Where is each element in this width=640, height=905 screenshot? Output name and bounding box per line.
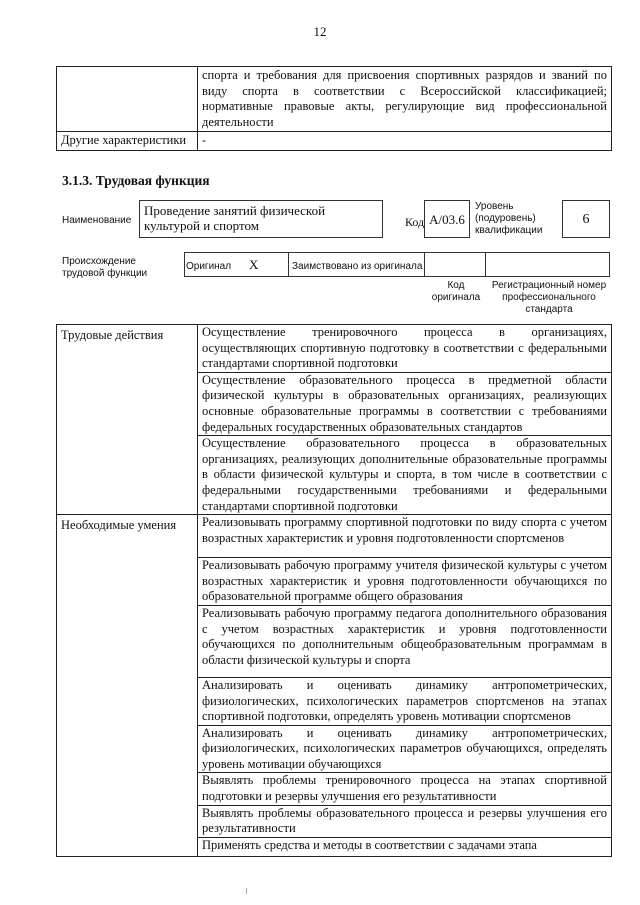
table-cell-text: Применять средства и методы в соответствии с задачами этапа bbox=[198, 837, 612, 856]
table-row bbox=[57, 515, 612, 558]
code-original-cell bbox=[425, 253, 486, 276]
table-cell-text: Анализировать и оценивать динамику антропометрических, физиологических, психологических параметров спортсменов на этапах спортивной подготовки, определять уровень мотивации спортсменов bbox=[198, 677, 612, 725]
section-title: 3.1.3. Трудовая функция bbox=[62, 173, 210, 188]
table-cell-text: Реализовывать рабочую программу учителя физической культуры с учетом возрастных характеристик и уровня подготовленности обучающихся по образовательной программе общего образования bbox=[198, 558, 612, 606]
continuation-table bbox=[56, 66, 612, 151]
code-label: Код bbox=[405, 215, 425, 229]
page-number: 12 bbox=[313, 24, 327, 39]
function-name-box: Проведение занятий физической культурой и спортом bbox=[139, 200, 383, 238]
code-original-label: Код оригинала bbox=[431, 280, 481, 303]
qualification-level-label: Уровень (подуровень) квалификации bbox=[475, 201, 543, 236]
table-cell-text: Выявлять проблемы тренировочного процесса на этапах спортивной подготовки и резервы улучшения его результативности bbox=[198, 773, 612, 805]
table-cell-text: Реализовывать рабочую программу педагога дополнительного образования с учетом возрастных характеристик и уровня подготовленности обучающихся по дополнительным общеобразовательным программам в области физической культуры и спорта bbox=[198, 605, 612, 677]
reg-number-label: Регистрационный номер профессионального стандарта bbox=[491, 280, 607, 315]
table-cell-text: Выявлять проблемы образовательного процесса и резервы улучшения его результативности bbox=[198, 805, 612, 837]
table-cell-text: спорта и требования для присвоения спортивных разрядов и званий по виду спорта в соответствии с Всероссийской классификацией; нормативные правовые акты, регулирующие вид профессиональной деятельности bbox=[198, 67, 612, 132]
qualification-level-box: 6 bbox=[562, 200, 610, 238]
name-label: Наименование bbox=[62, 215, 132, 226]
labor-function-table bbox=[56, 324, 612, 857]
borrowed-label: Заимствовано из оригинала bbox=[292, 261, 423, 272]
table-row bbox=[57, 132, 612, 151]
table-cell-text: Реализовывать программу спортивной подготовки по виду спорта с учетом возрастных характеристик и уровня подготовленности спортсменов bbox=[198, 515, 612, 558]
origin-label: Происхождение трудовой функции bbox=[62, 256, 148, 279]
table-cell-text: Осуществление образовательного процесса в образовательных организациях, реализующих дополнительные образовательные программы в области физической культуры и спорта, в том числе в соответствии с федеральными государственными требованиями и федеральными стандартами спортивной подготовки bbox=[198, 436, 612, 515]
original-label: Оригинал bbox=[186, 261, 232, 272]
function-code-box: A/03.6 bbox=[424, 200, 470, 238]
table-cell-text: Осуществление тренировочного процесса в организациях, осуществляющих спортивную подготовку в соответствии с федеральными стандартами спортивной подготовки bbox=[198, 325, 612, 373]
table-row bbox=[57, 325, 612, 373]
table-cell-empty bbox=[57, 67, 198, 132]
other-characteristics-label: Другие характеристики bbox=[57, 132, 198, 151]
table-cell-text: Анализировать и оценивать динамику антропометрических, физиологических, психологических параметров обучающихся, определять уровень мотивации обучающихся bbox=[198, 725, 612, 773]
original-mark: X bbox=[249, 257, 259, 272]
table-cell-text: Осуществление образовательного процесса в предметной области физической культуры в образовательных организациях, реализующих основные образовательные программы в соответствии с требованиями федеральных государственных образовательных стандартов bbox=[198, 372, 612, 435]
category-cell: Трудовые действия bbox=[57, 325, 198, 515]
other-characteristics-value: - bbox=[198, 132, 612, 151]
table-row bbox=[57, 67, 612, 132]
scan-mark bbox=[246, 888, 247, 894]
category-cell: Необходимые умения bbox=[57, 515, 198, 857]
